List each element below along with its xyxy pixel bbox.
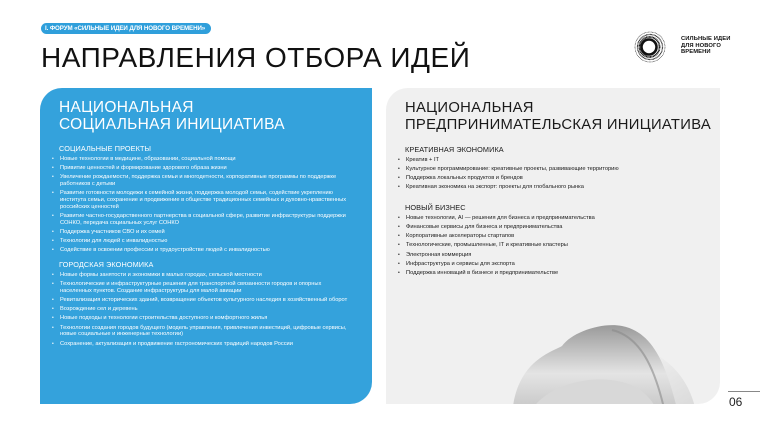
section-title-creative-economy: КРЕАТИВНАЯ ЭКОНОМИКА (405, 145, 504, 154)
section-title-urban-economy: ГОРОДСКАЯ ЭКОНОМИКА (59, 260, 154, 270)
logo (633, 27, 733, 67)
list-item: • Привитие ценностей и формирование здорового образа жизни (52, 165, 372, 172)
page-number: 06 (729, 395, 743, 409)
social-panel-title: НАЦИОНАЛЬНАЯ СОЦИАЛЬНАЯ ИНИЦИАТИВА (59, 99, 285, 133)
list-item: • Возрождение сел и деревень (52, 306, 372, 313)
list-item: • Ревитализация исторических зданий, возвращение объектов культурного наследия в хозяйственный оборот (52, 297, 372, 304)
page-number-divider (728, 391, 760, 392)
list-item: • Технологические, промышленные, IT и креативные кластеры (398, 242, 720, 249)
abstract-shell-illustration (452, 322, 712, 404)
list-item: • Корпоративные акселераторы стартапов (398, 233, 720, 240)
list-item: • Развитие готовности молодежи к семейной жизни, поддержка молодой семьи, содействие укреплению института семьи, сохранение и продвижение в обществе традиционных семейных и духовно-нравственных российских ценностей (52, 190, 372, 211)
social-initiative-panel (40, 88, 372, 404)
list-item: • Электронная коммерция (398, 252, 720, 259)
list-item: • Технологические и инфраструктурные решения для транспортной связанности городов и опорных населенных пунктов. Создание инфраструктуры для малой авиации (52, 281, 372, 295)
list-item: • Новые подходы и технологии строительства доступного и комфортного жилья (52, 315, 372, 322)
radial-lines-circle-icon (633, 27, 673, 67)
list-item: • Новые формы занятости и экономики в малых городах, сельской местности (52, 272, 372, 279)
business-initiative-panel (386, 88, 720, 404)
list-item: • Поддержка участников СВО и их семей (52, 229, 372, 236)
list-item: • Инфраструктура и сервисы для экспорта (398, 261, 720, 268)
list-item: • Финансовые сервисы для бизнеса и предпринимательства (398, 224, 720, 231)
forum-badge: I. ФОРУМ «СИЛЬНЫЕ ИДЕИ ДЛЯ НОВОГО ВРЕМЕНИ» (41, 23, 211, 34)
list-item: • Новые технологии в медицине, образовании, социальной помощи (52, 156, 372, 163)
business-panel-title: НАЦИОНАЛЬНАЯ ПРЕДПРИНИМАТЕЛЬСКАЯ ИНИЦИАТИВА (405, 100, 712, 133)
page-title: НАПРАВЛЕНИЯ ОТБОРА ИДЕЙ (41, 42, 471, 73)
list-item: • Сохранение, актуализация и продвижение гастрономических традиций народов России (52, 341, 372, 348)
list-item: • Культурное программирование: креативные проекты, развивающие территорию (398, 166, 720, 173)
section-title-new-business: НОВЫЙ БИЗНЕС (405, 203, 466, 213)
list-item: • Поддержка локальных продуктов и брендов (398, 175, 720, 182)
new-business-list (405, 215, 720, 276)
list-item: • Креатив + IT (398, 157, 720, 164)
section-title-social-projects: СОЦИАЛЬНЫЕ ПРОЕКТЫ (59, 144, 152, 153)
list-item: • Увеличение рождаемости, поддержка семьи и многодетности, корпоративные программы по поддержке работников с детьми (52, 174, 372, 188)
list-item: • Креативная экономика на экспорт: проекты для глобального рынка (398, 184, 720, 191)
list-item: • Поддержка инноваций в бизнесе и предпринимательстве (398, 270, 720, 277)
urban-economy-list (59, 272, 372, 347)
logo-text: СИЛЬНЫЕ ИДЕИ ДЛЯ НОВОГО ВРЕМЕНИ (681, 36, 731, 56)
creative-economy-list (405, 157, 720, 191)
list-item: • Технологии создания городов будущего (модель управления, привлечения инвестиций, цифровые сервисы, новые социальные и инженерные технологии) (52, 325, 372, 339)
list-item: • Развитие частно-государственного партнерства в социальной сфере, развитие инфраструктуры поддержки СОНКО, передача социальных услуг СОНКО (52, 213, 372, 227)
social-projects-list (59, 156, 372, 254)
list-item: • Содействие в освоении профессии и трудоустройстве людей с инвалидностью (52, 247, 372, 254)
list-item: • Новые технологии, AI — решения для бизнеса и предпринимательства (398, 215, 720, 222)
list-item: • Технологии для людей с инвалидностью (52, 238, 372, 245)
